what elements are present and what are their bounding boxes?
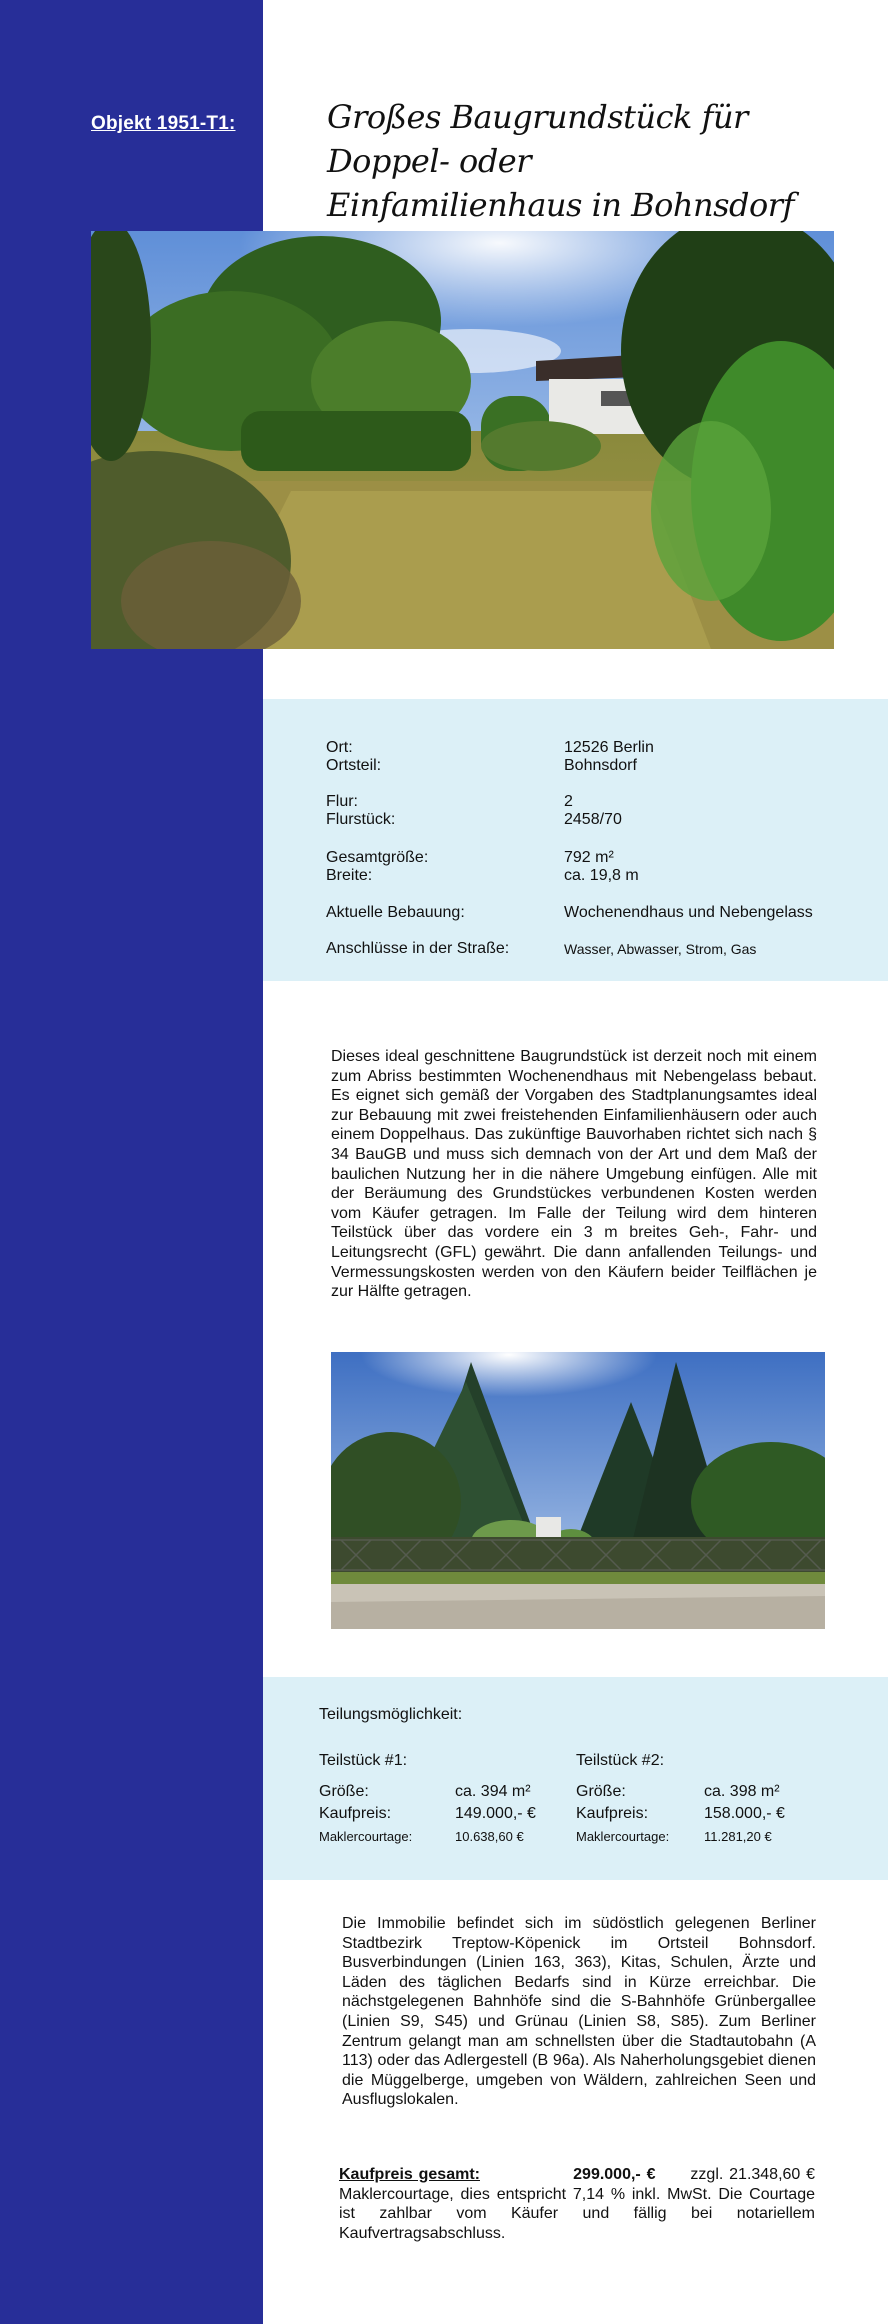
parcel2-commission-value: 11.281,20 € <box>704 1829 772 1844</box>
parcel2-size-value: ca. 398 m² <box>704 1783 780 1800</box>
anschluesse-value: Wasser, Abwasser, Strom, Gas <box>564 941 757 957</box>
parcel1-price-label: Kaufpreis: <box>319 1805 392 1822</box>
parcel1-commission-label: Maklercourtage: <box>319 1829 413 1844</box>
total-price-label: Kaufpreis gesamt: <box>339 2166 480 2183</box>
bebauung-value: Wochenendhaus und Nebengelass <box>564 904 813 921</box>
parcel1-commission-value: 10.638,60 € <box>455 1829 524 1844</box>
parcel2-price-label: Kaufpreis: <box>576 1805 649 1822</box>
breite-label: Breite: <box>326 867 373 884</box>
ort-value: 12526 Berlin <box>564 739 654 756</box>
parcel1-size-label: Größe: <box>319 1783 369 1800</box>
object-label: Objekt 1951-T1: <box>91 113 236 134</box>
location-paragraph: Die Immobilie befindet sich im südöstlich gelegenen Berliner Stadtbezirk Treptow-Köpenick im Ortsteil Bohnsdorf. Busverbindungen (Linien 163, 363), Kitas, Schulen, Ärzte und Läden des täglichen Bedarfs sind in Kürze erreichbar. Die nächstgelegenen Bahnhöfe sind die S-Bahnhöfe Grünbergallee (Linien S9, S45) und Grünau (Linien S8, S85). Zum Berliner Zentrum gelangt man am schnellsten über die Stadtautobahn (A 113) oder das Adlergestell (B 96a). Als Naherholungsgebiet dienen die Müggelberge, umgeben von Wäldern, zahlreichen Seen und Ausflugslokalen. <box>342 1915 816 2109</box>
ort-label: Ort: <box>326 739 353 756</box>
ortsteil-label: Ortsteil: <box>326 757 382 774</box>
anschluesse-label: Anschlüsse in der Straße: <box>326 940 510 957</box>
page-title <box>327 95 847 227</box>
ortsteil-value: Bohnsdorf <box>564 757 637 774</box>
title-line-2: Einfamilienhaus in Bohnsdorf <box>327 186 794 224</box>
parcel2-price-value: 158.000,- € <box>704 1805 785 1822</box>
flur-label: Flur: <box>326 793 358 810</box>
flurstueck-label: Flurstück: <box>326 811 396 828</box>
parcel1-title: Teilstück #1: <box>319 1752 408 1769</box>
gesamtgroesse-value: 792 m² <box>564 849 614 866</box>
breite-value: ca. 19,8 m <box>564 867 639 884</box>
parcel2-title: Teilstück #2: <box>576 1752 665 1769</box>
parcel2-commission-label: Maklercourtage: <box>576 1829 670 1844</box>
gesamtgroesse-label: Gesamtgröße: <box>326 849 429 866</box>
total-price-details: zzgl. 21.348,60 € Maklercourtage, dies entspricht 7,14 % inkl. MwSt. Die Courtage ist zahlbar vom Käufer und fällig bei notariellem Kaufvertragsabschluss. <box>339 2166 816 2242</box>
title-line-1: Großes Baugrundstück für Doppel- oder <box>327 98 748 180</box>
garden-photo <box>91 231 834 649</box>
bebauung-label: Aktuelle Bebauung: <box>326 904 465 921</box>
parcel1-size-value: ca. 394 m² <box>455 1783 531 1800</box>
division-heading: Teilungsmöglichkeit: <box>319 1706 463 1723</box>
total-price-paragraph <box>339 2165 815 2243</box>
street-photo <box>331 1352 825 1629</box>
parcel1-price-value: 149.000,- € <box>455 1805 536 1822</box>
total-price-value: 299.000,- € <box>573 2166 656 2183</box>
flurstueck-value: 2458/70 <box>564 811 622 828</box>
flur-value: 2 <box>564 793 573 810</box>
description-paragraph: Dieses ideal geschnittene Baugrundstück ist derzeit noch mit einem zum Abriss bestimmten Wochenendhaus mit Nebengelass bebaut. Es eignet sich gemäß der Vorgaben des Stadtplanungsamtes ideal zur Bebauung mit zwei freistehenden Einfamilienhäusern oder auch einem Doppelhaus. Das zukünftige Bauvorhaben richtet sich nach § 34 BauGB und muss sich demnach von der Art und dem Maß der baulichen Nutzung her in die nähere Umgebung einfügen. Alle mit der Beräumung des Grundstückes verbundenen Kosten werden vom Käufer getragen. Im Falle der Teilung wird dem hinteren Teilstück über das vordere ein 3 m breites Geh-, Fahr- und Leitungsrecht (GFL) gewährt. Die dann anfallenden Teilungs- und Vermessungskosten werden von den Käufern beider Teilflächen je zur Hälfte getragen. <box>331 1048 817 1301</box>
parcel2-size-label: Größe: <box>576 1783 626 1800</box>
